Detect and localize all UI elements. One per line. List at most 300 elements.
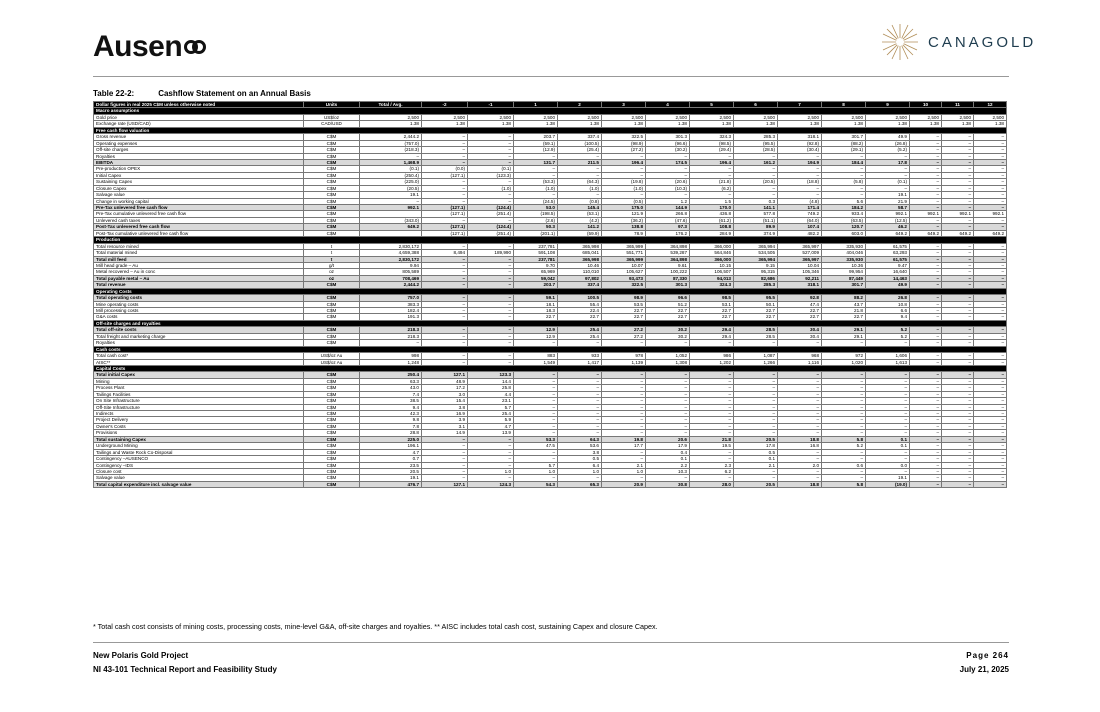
value-cell: (24.5) <box>514 198 558 204</box>
value-cell: 10.8 <box>866 301 910 307</box>
value-cell: – <box>468 243 514 249</box>
value-cell: (20.6) <box>646 179 690 185</box>
value-cell: – <box>468 134 514 140</box>
value-cell: – <box>910 308 942 314</box>
value-cell: 22.7 <box>602 308 646 314</box>
value-cell: 998 <box>360 353 422 359</box>
value-cell: – <box>468 140 514 146</box>
value-cell: – <box>974 411 1007 417</box>
value-cell: – <box>822 475 866 481</box>
value-cell: 123.3 <box>468 372 514 378</box>
value-cell: – <box>778 185 822 191</box>
unit-cell: C$M <box>304 295 360 301</box>
value-cell: 1.38 <box>866 121 910 127</box>
value-cell: – <box>822 423 866 429</box>
value-cell: – <box>942 308 974 314</box>
value-cell: 8,494 <box>422 250 468 256</box>
value-cell: – <box>910 462 942 468</box>
value-cell: 266.8 <box>646 211 690 217</box>
value-cell: – <box>558 340 602 346</box>
value-cell: 95,315 <box>734 269 778 275</box>
value-cell: – <box>974 475 1007 481</box>
value-cell: – <box>690 411 734 417</box>
value-cell: 95.5 <box>734 295 778 301</box>
value-cell: 184.4 <box>822 159 866 165</box>
value-cell: (124.4) <box>468 205 514 211</box>
value-cell: 685,041 <box>558 250 602 256</box>
unit-cell: C$M <box>304 230 360 236</box>
row-label: Pre-production OPEX <box>94 166 304 172</box>
value-cell: (61.2) <box>690 217 734 223</box>
value-cell: – <box>942 282 974 288</box>
value-cell: – <box>690 372 734 378</box>
value-cell: – <box>646 411 690 417</box>
value-cell: 992.1 <box>910 211 942 217</box>
value-cell: – <box>910 192 942 198</box>
value-cell: – <box>468 327 514 333</box>
value-cell: 19.5 <box>690 443 734 449</box>
value-cell: 708,469 <box>360 275 422 281</box>
value-cell: – <box>734 372 778 378</box>
value-cell: – <box>558 192 602 198</box>
value-cell: 10.15 <box>690 262 734 268</box>
value-cell: – <box>422 275 468 281</box>
value-cell: 4.7 <box>468 423 514 429</box>
value-cell: 365,994 <box>734 256 778 262</box>
value-cell: – <box>942 166 974 172</box>
value-cell: 1,613 <box>866 359 910 365</box>
value-cell: – <box>866 153 910 159</box>
value-cell: 318.1 <box>778 134 822 140</box>
value-cell: 22.4 <box>558 308 602 314</box>
row-label: Exchange rate (USD/CAD) <box>94 121 304 127</box>
value-cell: 404,046 <box>822 250 866 256</box>
footer-project: New Polaris Gold Project <box>93 651 189 660</box>
value-cell: 649.2 <box>866 230 910 236</box>
value-cell: – <box>422 462 468 468</box>
value-cell: (59.9) <box>558 230 602 236</box>
value-cell: 28.5 <box>734 333 778 339</box>
value-cell: – <box>942 134 974 140</box>
value-cell: 105,346 <box>778 269 822 275</box>
value-cell: – <box>974 468 1007 474</box>
value-cell: – <box>910 378 942 384</box>
value-cell: – <box>910 456 942 462</box>
column-header: Total / Avg. <box>360 102 422 108</box>
value-cell: 5.7 <box>514 462 558 468</box>
value-cell: 476.7 <box>360 481 422 487</box>
value-cell: – <box>468 198 514 204</box>
value-cell: – <box>602 172 646 178</box>
value-cell: – <box>974 456 1007 462</box>
value-cell: – <box>690 430 734 436</box>
value-cell: 2.1 <box>734 462 778 468</box>
value-cell: – <box>734 340 778 346</box>
value-cell: – <box>778 372 822 378</box>
value-cell: – <box>646 423 690 429</box>
value-cell: – <box>422 134 468 140</box>
unit-cell: oz <box>304 269 360 275</box>
row-label: Provisions <box>94 430 304 436</box>
value-cell: – <box>602 166 646 172</box>
value-cell: – <box>514 449 558 455</box>
value-cell: 2,830,172 <box>360 243 422 249</box>
row-label: Royalties <box>94 340 304 346</box>
value-cell: – <box>422 475 468 481</box>
value-cell: – <box>602 340 646 346</box>
value-cell: – <box>468 282 514 288</box>
value-cell: (6.2) <box>690 185 734 191</box>
section-label: Production <box>94 237 1007 243</box>
value-cell: 551,771 <box>602 250 646 256</box>
canagold-wordmark: CANAGOLD <box>928 33 1037 51</box>
value-cell: 25.4 <box>468 411 514 417</box>
value-cell: – <box>910 481 942 487</box>
value-cell: – <box>974 385 1007 391</box>
value-cell: 29.1 <box>822 333 866 339</box>
row-label: AISC** <box>94 359 304 365</box>
value-cell: 1.5 <box>690 198 734 204</box>
value-cell: 1.38 <box>942 121 974 127</box>
value-cell: – <box>646 153 690 159</box>
row-label: Owner's Costs <box>94 423 304 429</box>
unit-cell: C$M <box>304 385 360 391</box>
value-cell: – <box>514 430 558 436</box>
unit-cell: C$M <box>304 166 360 172</box>
value-cell: 20.9 <box>602 481 646 487</box>
value-cell: – <box>468 333 514 339</box>
value-cell: (0.1) <box>468 166 514 172</box>
column-header: 12 <box>974 102 1007 108</box>
value-cell: 30.8 <box>646 481 690 487</box>
column-header: 3 <box>602 102 646 108</box>
value-cell: 2,500 <box>866 114 910 120</box>
value-cell: 1.38 <box>690 121 734 127</box>
footer-report: NI 43-101 Technical Report and Feasibility Study <box>93 665 277 674</box>
value-cell: 383.3 <box>360 301 422 307</box>
value-cell: – <box>942 385 974 391</box>
value-cell: – <box>690 153 734 159</box>
value-cell: 144.9 <box>646 205 690 211</box>
value-cell: – <box>558 475 602 481</box>
value-cell: – <box>910 217 942 223</box>
unit-cell: US$/oz Au <box>304 359 360 365</box>
row-label: Mill processing costs <box>94 308 304 314</box>
value-cell: 1.0 <box>558 468 602 474</box>
value-cell: – <box>602 372 646 378</box>
value-cell: 2,830,172 <box>360 256 422 262</box>
value-cell: – <box>942 256 974 262</box>
value-cell: – <box>910 282 942 288</box>
value-cell: – <box>822 153 866 159</box>
value-cell: 539,287 <box>646 250 690 256</box>
value-cell: 978 <box>602 353 646 359</box>
value-cell: 3.1 <box>422 423 468 429</box>
value-cell: 1.0 <box>602 468 646 474</box>
value-cell: 120.7 <box>822 224 866 230</box>
value-cell: – <box>422 192 468 198</box>
value-cell: 17.8 <box>734 443 778 449</box>
row-label: Mining <box>94 378 304 384</box>
unit-cell: C$M <box>304 481 360 487</box>
value-cell: – <box>974 340 1007 346</box>
value-cell: – <box>974 282 1007 288</box>
value-cell: – <box>910 353 942 359</box>
table-caption <box>93 89 311 98</box>
value-cell: 22.7 <box>822 314 866 320</box>
value-cell: – <box>910 340 942 346</box>
value-cell: 17.9 <box>646 443 690 449</box>
value-cell: – <box>734 468 778 474</box>
section-label: Cash costs <box>94 346 1007 352</box>
value-cell: – <box>690 192 734 198</box>
value-cell: – <box>974 327 1007 333</box>
value-cell: – <box>690 391 734 397</box>
value-cell: – <box>734 411 778 417</box>
value-cell: – <box>558 166 602 172</box>
value-cell: 2,500 <box>942 114 974 120</box>
row-label: Post-Tax cumulative unlevered free cash flow <box>94 230 304 236</box>
value-cell: – <box>942 340 974 346</box>
value-cell: (198.5) <box>514 211 558 217</box>
value-cell: – <box>910 243 942 249</box>
value-cell: (251.4) <box>468 230 514 236</box>
value-cell: 98.5 <box>690 295 734 301</box>
column-header: Units <box>304 102 360 108</box>
row-label: Underground Mining <box>94 443 304 449</box>
value-cell: 28.5 <box>734 327 778 333</box>
value-cell: – <box>910 179 942 185</box>
value-cell: (18.8) <box>778 179 822 185</box>
value-cell: – <box>514 391 558 397</box>
value-cell: – <box>974 462 1007 468</box>
value-cell: – <box>646 378 690 384</box>
value-cell: (51.1) <box>734 217 778 223</box>
value-cell: – <box>910 301 942 307</box>
value-cell: 64.3 <box>558 436 602 442</box>
row-label: Total resource mined <box>94 243 304 249</box>
unit-cell: C$M <box>304 378 360 384</box>
value-cell: 1.38 <box>602 121 646 127</box>
value-cell: (53.1) <box>558 211 602 217</box>
value-cell: 335,930 <box>822 243 866 249</box>
value-cell: 7.4 <box>360 391 422 397</box>
row-label: G&A costs <box>94 314 304 320</box>
value-cell: – <box>422 140 468 146</box>
unit-cell: C$M <box>304 333 360 339</box>
value-cell: – <box>974 166 1007 172</box>
value-cell: – <box>974 217 1007 223</box>
value-cell: 184.2 <box>822 205 866 211</box>
value-cell: – <box>866 385 910 391</box>
value-cell: – <box>360 340 422 346</box>
value-cell: – <box>602 456 646 462</box>
value-cell: 189,990 <box>468 250 514 256</box>
row-label: Tailings and Waste Rock Co-Disposal <box>94 449 304 455</box>
value-cell: – <box>974 147 1007 153</box>
value-cell: – <box>910 185 942 191</box>
value-cell: – <box>822 456 866 462</box>
value-cell: – <box>910 172 942 178</box>
value-cell: 59,042 <box>514 275 558 281</box>
value-cell: – <box>822 172 866 178</box>
table-number: Table 22-2: <box>93 89 135 98</box>
value-cell: – <box>422 243 468 249</box>
value-cell: 436.8 <box>690 211 734 217</box>
value-cell: 28.8 <box>360 430 422 436</box>
value-cell: 19.1 <box>360 192 422 198</box>
value-cell: – <box>778 391 822 397</box>
value-cell: – <box>942 159 974 165</box>
value-cell: 10.07 <box>602 262 646 268</box>
value-cell: – <box>942 353 974 359</box>
value-cell: – <box>602 398 646 404</box>
value-cell: 933 <box>558 353 602 359</box>
value-cell: – <box>822 385 866 391</box>
footnote: * Total cash cost consists of mining costs, processing costs, mine-level G&A, off-site charges and royalties. ** AISC includes total cash cost, sustaining Capex and closure Capex. <box>93 622 658 631</box>
value-cell: (218.3) <box>360 147 422 153</box>
value-cell: – <box>910 475 942 481</box>
row-label: Salvage value <box>94 475 304 481</box>
value-cell: – <box>822 340 866 346</box>
value-cell: – <box>778 411 822 417</box>
value-cell: 30.4 <box>778 327 822 333</box>
value-cell: 5.2 <box>822 443 866 449</box>
value-cell: – <box>822 192 866 198</box>
value-cell: 237,781 <box>514 256 558 262</box>
unit-cell: C$M <box>304 436 360 442</box>
value-cell: 365,999 <box>602 256 646 262</box>
value-cell: 50.3 <box>514 224 558 230</box>
unit-cell: C$M <box>304 224 360 230</box>
value-cell: 21.9 <box>866 198 910 204</box>
value-cell: – <box>910 269 942 275</box>
value-cell: 87,330 <box>646 275 690 281</box>
value-cell: 9.61 <box>646 262 690 268</box>
value-cell: – <box>910 153 942 159</box>
value-cell: – <box>646 391 690 397</box>
footer-page: Page 264 <box>966 651 1009 660</box>
value-cell: (124.4) <box>468 224 514 230</box>
value-cell: 5.6 <box>822 198 866 204</box>
column-header: 10 <box>910 102 942 108</box>
column-header: 7 <box>778 102 822 108</box>
value-cell: 364,898 <box>646 256 690 262</box>
row-label: Initial Capex <box>94 172 304 178</box>
value-cell: – <box>866 340 910 346</box>
value-cell: – <box>866 430 910 436</box>
value-cell: 992.1 <box>866 211 910 217</box>
value-cell: – <box>646 340 690 346</box>
value-cell: 365,998 <box>558 256 602 262</box>
value-cell: 61,575 <box>866 243 910 249</box>
unit-cell: C$M <box>304 314 360 320</box>
value-cell: (19.0) <box>866 481 910 487</box>
value-cell: – <box>974 134 1007 140</box>
row-label: Total revenue <box>94 282 304 288</box>
value-cell: – <box>468 436 514 442</box>
value-cell: – <box>942 327 974 333</box>
value-cell: (30.2) <box>646 147 690 153</box>
value-cell: 174.5 <box>646 159 690 165</box>
row-label: Total capital expenditure incl. salvage value <box>94 481 304 487</box>
value-cell: – <box>422 436 468 442</box>
value-cell: 92,211 <box>778 275 822 281</box>
value-cell: 55.4 <box>558 301 602 307</box>
value-cell: – <box>558 372 602 378</box>
value-cell: 10.46 <box>558 262 602 268</box>
value-cell: – <box>514 456 558 462</box>
value-cell: – <box>866 423 910 429</box>
value-cell: 324.3 <box>690 134 734 140</box>
value-cell: – <box>822 391 866 397</box>
value-cell: 374.9 <box>734 230 778 236</box>
row-label: Tailings Facilities <box>94 391 304 397</box>
value-cell: – <box>514 172 558 178</box>
value-cell: – <box>514 372 558 378</box>
value-cell: (343.0) <box>360 217 422 223</box>
value-cell: – <box>422 185 468 191</box>
value-cell: 28.0 <box>690 481 734 487</box>
value-cell: – <box>910 327 942 333</box>
value-cell: 18.1 <box>514 301 558 307</box>
value-cell: 564,846 <box>690 250 734 256</box>
value-cell: – <box>942 172 974 178</box>
value-cell: 9.4 <box>360 404 422 410</box>
row-label: Sustaining Capex <box>94 179 304 185</box>
value-cell: – <box>734 398 778 404</box>
value-cell: 577.8 <box>734 211 778 217</box>
value-cell: 98.9 <box>602 295 646 301</box>
value-cell: – <box>422 308 468 314</box>
value-cell: – <box>646 430 690 436</box>
value-cell: – <box>468 159 514 165</box>
value-cell: – <box>360 153 422 159</box>
value-cell: – <box>734 185 778 191</box>
value-cell: – <box>910 256 942 262</box>
value-cell: – <box>778 172 822 178</box>
value-cell: 26.8 <box>866 295 910 301</box>
value-cell: 992.1 <box>942 211 974 217</box>
value-cell: – <box>734 385 778 391</box>
value-cell: – <box>942 205 974 211</box>
value-cell: – <box>468 269 514 275</box>
value-cell: – <box>974 295 1007 301</box>
value-cell: – <box>468 456 514 462</box>
value-cell: 203.7 <box>514 134 558 140</box>
value-cell: 1,116 <box>778 359 822 365</box>
value-cell: – <box>942 481 974 487</box>
value-cell: 1,549 <box>514 359 558 365</box>
value-cell: – <box>942 185 974 191</box>
value-cell: – <box>910 468 942 474</box>
value-cell: 20.6 <box>646 436 690 442</box>
value-cell: 89.9 <box>734 224 778 230</box>
value-cell: 12.9 <box>514 333 558 339</box>
value-cell: – <box>910 134 942 140</box>
value-cell: – <box>942 140 974 146</box>
value-cell: – <box>422 333 468 339</box>
value-cell: – <box>646 192 690 198</box>
value-cell: – <box>514 398 558 404</box>
value-cell: 25.4 <box>558 333 602 339</box>
value-cell: – <box>422 217 468 223</box>
value-cell: 365,999 <box>602 243 646 249</box>
unit-cell: C$M <box>304 185 360 191</box>
value-cell: – <box>942 192 974 198</box>
value-cell: 749.2 <box>778 211 822 217</box>
value-cell: – <box>942 475 974 481</box>
